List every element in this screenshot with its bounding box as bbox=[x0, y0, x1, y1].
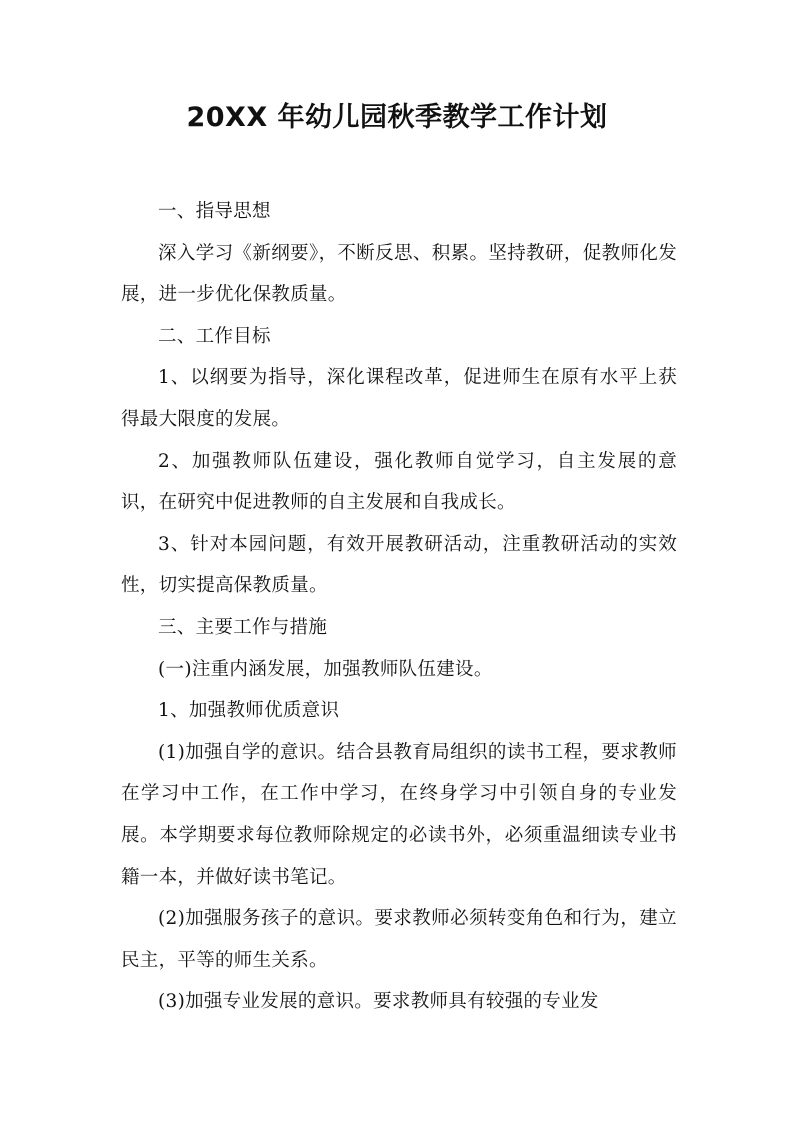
paragraph-goal-3: 3、针对本园问题，有效开展教研活动，注重教研活动的实效性，切实提高保教质量。 bbox=[121, 533, 677, 597]
subheading-connotation: (一)注重内涵发展，加强教师队伍建设。 bbox=[158, 658, 493, 680]
paragraph-service: (2)加强服务孩子的意识。要求教师必须转变角色和行为，建立民主，平等的师生关系。 bbox=[121, 908, 677, 971]
document-body bbox=[121, 191, 677, 1023]
paragraph-professional: (3)加强专业发展的意识。要求教师具有较强的专业发 bbox=[158, 991, 599, 1013]
paragraph-self-study: (1)加强自学的意识。结合县教育局组织的读书工程，要求教师在学习中工作，在工作中学习，在终身学习中引领自身的专业发展。本学期要求每位教师除规定的必读书外，必须重温细读专业书籍一本，并做好读书笔记。 bbox=[121, 741, 677, 888]
heading-work-goals: 二、工作目标 bbox=[158, 325, 271, 347]
paragraph-guiding-ideology: 深入学习《新纲要》，不断反思、积累。坚持教研，促教师化发展，进一步优化保教质量。 bbox=[121, 242, 677, 306]
paragraph-goal-2: 2、加强教师队伍建设，强化教师自觉学习，自主发展的意识，在研究中促进教师的自主发展和自我成长。 bbox=[121, 450, 677, 514]
document-title: 20XX 年幼儿园秋季教学工作计划 bbox=[186, 102, 608, 133]
paragraph-goal-1: 1、以纲要为指导，深化课程改革，促进师生在原有水平上获得最大限度的发展。 bbox=[121, 367, 677, 430]
heading-main-work: 三、主要工作与措施 bbox=[158, 616, 328, 638]
heading-guiding-ideology: 一、指导思想 bbox=[158, 201, 271, 222]
subheading-quality-awareness: 1、加强教师优质意识 bbox=[158, 700, 340, 722]
